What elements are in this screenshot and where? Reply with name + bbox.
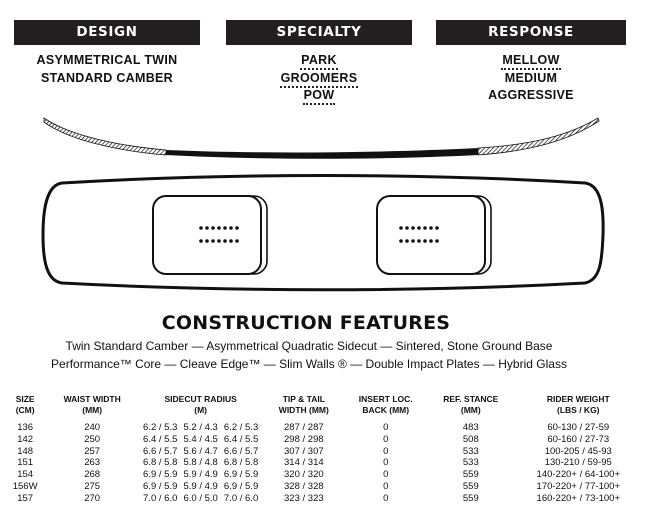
design-item: STANDARD CAMBER (40, 70, 174, 85)
size-cell: 154 (17, 469, 34, 481)
size-cell: 148 (17, 445, 34, 457)
insert-cell: 0 (383, 422, 389, 433)
stance-cell: 559 (462, 469, 479, 481)
rider-cell: 160-220+ / 73-100+ (536, 492, 620, 504)
sidecut-cell: 5.2 / 4.3 (183, 422, 218, 433)
specs-table (6, 394, 640, 505)
sidecut-cell: 7.0 / 6.0 (223, 492, 259, 504)
sidecut-cell: 6.2 / 5.3 (223, 422, 259, 433)
construction-line-2: Performance™ Core — Cleave Edge™ — Slim Walls ® — Double Impact Plates — Hybrid Glass (51, 357, 567, 371)
board-top-view (43, 176, 603, 290)
sidecut-cell: 6.6 / 5.7 (223, 445, 259, 457)
waist-header: WAIST WIDTH (MM) (63, 394, 121, 415)
sidecut-cell: 5.9 / 4.9 (183, 480, 218, 492)
stance-header: REF. STANCE (MM) (443, 394, 499, 415)
tiptail-cell: 314 / 314 (284, 457, 324, 469)
specs-header-row (6, 394, 640, 422)
table-row (6, 434, 640, 446)
size-cell: 142 (17, 433, 34, 445)
rider-cell: 60-130 / 27-59 (547, 422, 610, 433)
insert-cell: 0 (383, 469, 389, 481)
stance-cell: 508 (462, 433, 479, 445)
size-cell: 136 (17, 422, 34, 433)
table-row (6, 469, 640, 481)
response-header: RESPONSE (436, 20, 626, 45)
sidecut-cell: 6.9 / 5.9 (143, 469, 178, 481)
waist-cell: 268 (84, 469, 101, 481)
size-cell: 151 (17, 457, 34, 469)
size-header: SIZE (CM) (15, 394, 35, 415)
insert-cell: 0 (383, 457, 389, 469)
sidecut-cell: 6.8 / 5.8 (143, 457, 178, 469)
rider-cell: 170-220+ / 77-100+ (536, 480, 620, 492)
insert-cell: 0 (383, 480, 389, 492)
insert-header: INSERT LOC. BACK (MM) (358, 394, 413, 415)
table-row (6, 481, 640, 493)
tiptail-header: TIP & TAIL WIDTH (MM) (278, 394, 329, 415)
table-row (6, 457, 640, 469)
stance-cell: 559 (462, 492, 479, 504)
sidecut-cell: 5.8 / 4.8 (183, 457, 218, 469)
sidecut-cell: 6.9 / 5.9 (143, 480, 178, 492)
insert-cell: 0 (383, 445, 389, 457)
sidecut-cell: 6.2 / 5.3 (143, 422, 178, 433)
tiptail-cell: 328 / 328 (284, 480, 324, 492)
response-list (436, 52, 626, 105)
waist-cell: 270 (84, 492, 101, 504)
specialty-item: GROOMERS (226, 70, 412, 88)
tiptail-cell: 320 / 320 (284, 469, 324, 481)
waist-cell: 240 (84, 422, 101, 433)
design-item: ASYMMETRICAL TWIN (36, 53, 178, 67)
sidecut-cell: 5.6 / 4.7 (183, 445, 218, 457)
design-header: DESIGN (14, 20, 200, 45)
sidecut-cell: 6.9 / 5.9 (223, 469, 259, 481)
size-cell: 156W (12, 480, 38, 492)
table-row (6, 493, 640, 505)
waist-cell: 275 (84, 480, 101, 492)
sidecut-cell: 6.0 / 5.0 (183, 492, 218, 504)
specialty-item: POW (226, 87, 412, 105)
response-item: MELLOW (436, 52, 626, 70)
board-profile (44, 118, 599, 159)
rider-cell: 60-160 / 27-73 (547, 433, 610, 445)
tiptail-cell: 323 / 323 (284, 492, 324, 504)
sidecut-cell: 5.4 / 4.5 (183, 433, 218, 445)
sidecut-cell: 6.6 / 5.7 (143, 445, 178, 457)
specialty-header: SPECIALTY (226, 20, 412, 45)
construction-line-1: Twin Standard Camber — Asymmetrical Quadratic Sidecut — Sintered, Stone Ground Base (65, 339, 553, 353)
sidecut-cell: 6.9 / 5.9 (223, 480, 259, 492)
tiptail-cell: 298 / 298 (284, 433, 324, 445)
specialty-list (226, 52, 412, 105)
snowboard-illustration (0, 100, 647, 300)
sidecut-header: SIDECUT RADIUS (M) (164, 394, 237, 415)
sidecut-cell: 6.4 / 5.5 (223, 433, 259, 445)
size-cell: 157 (17, 492, 34, 504)
waist-cell: 263 (84, 457, 101, 469)
specialty-item: PARK (226, 52, 412, 70)
insert-cell: 0 (383, 433, 389, 445)
construction-title: CONSTRUCTION FEATURES (161, 312, 451, 334)
response-item: MEDIUM (504, 70, 558, 85)
sidecut-cell: 6.4 / 5.5 (143, 433, 178, 445)
sidecut-cell: 6.8 / 5.8 (223, 457, 259, 469)
stance-cell: 533 (462, 445, 479, 457)
rider-cell: 140-220+ / 64-100+ (536, 469, 620, 481)
tiptail-cell: 287 / 287 (284, 422, 324, 433)
insert-cell: 0 (383, 492, 389, 504)
waist-cell: 250 (84, 433, 101, 445)
stance-cell: 483 (462, 422, 479, 433)
sidecut-cell: 7.0 / 6.0 (143, 492, 178, 504)
rider-header: RIDER WEIGHT (LBS / KG) (546, 394, 610, 415)
table-row (6, 446, 640, 458)
rider-cell: 130-210 / 59-95 (544, 457, 612, 469)
sidecut-cell: 5.9 / 4.9 (183, 469, 218, 481)
stance-cell: 533 (462, 457, 479, 469)
waist-cell: 257 (84, 445, 101, 457)
response-item: AGGRESSIVE (488, 88, 574, 102)
stance-cell: 559 (462, 480, 479, 492)
design-list (14, 52, 200, 87)
table-row (6, 422, 640, 434)
rider-cell: 100-205 / 45-93 (544, 445, 612, 457)
tiptail-cell: 307 / 307 (284, 445, 324, 457)
